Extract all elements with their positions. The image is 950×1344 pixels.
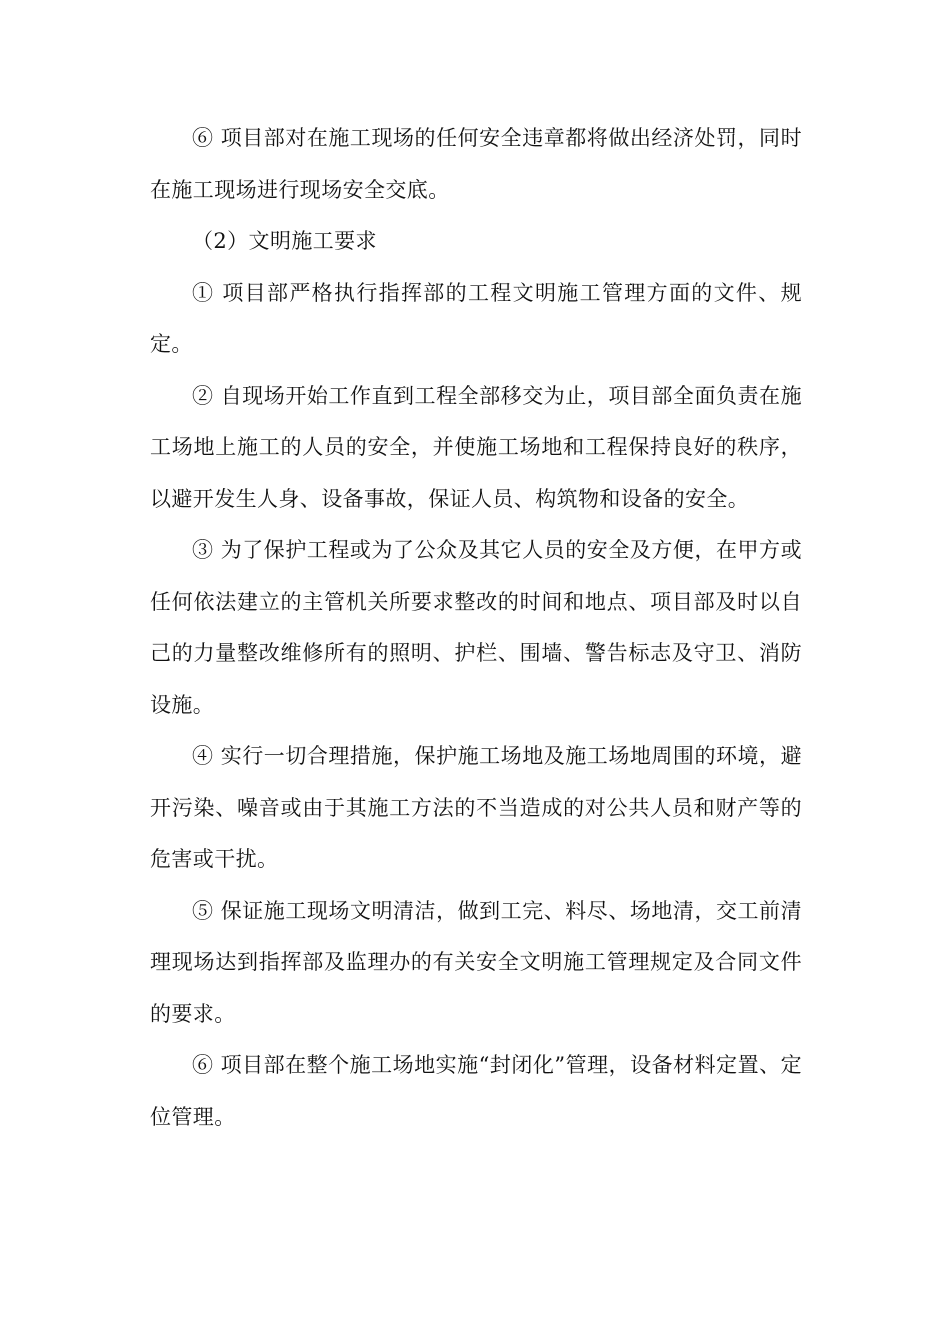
- paragraph-item-5: ⑤ 保证施工现场文明清洁，做到工完、料尽、场地清，交工前清理现场达到指挥部及监理办的有关安全文明施工管理规定及合同文件的要求。: [150, 898, 802, 1026]
- section-heading-civilized-construction: （2）文明施工要求: [192, 229, 377, 253]
- paragraph-item-6: ⑥ 项目部在整个施工场地实施“封闭化”管理，设备材料定置、定位管理。: [150, 1053, 802, 1129]
- document-body: [150, 113, 802, 1143]
- paragraph-item-3: ③ 为了保护工程或为了公众及其它人员的安全及方便，在甲方或任何依法建立的主管机关所要求整改的时间和地点、项目部及时以自己的力量整改维修所有的照明、护栏、围墙、警告标志及守卫、消防设施。: [150, 538, 802, 717]
- paragraph-item-4: ④ 实行一切合理措施，保护施工场地及施工场地周围的环境，避开污染、噪音或由于其施工方法的不当造成的对公共人员和财产等的危害或干扰。: [150, 744, 802, 871]
- paragraph-item-1: ① 项目部严格执行指挥部的工程文明施工管理方面的文件、规定。: [150, 280, 802, 356]
- paragraph-penalty-disclosure: ⑥ 项目部对在施工现场的任何安全违章都将做出经济处罚，同时在施工现场进行现场安全交底。: [150, 126, 802, 202]
- paragraph-item-2: ② 自现场开始工作直到工程全部移交为止，项目部全面负责在施工场地上施工的人员的安全，并使施工场地和工程保持良好的秩序，以避开发生人身、设备事故，保证人员、构筑物和设备的安全。: [150, 383, 802, 511]
